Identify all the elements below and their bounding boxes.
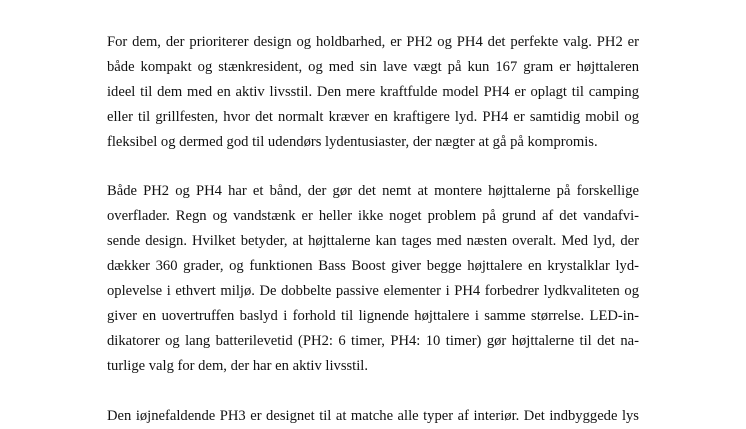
paragraph-line: turlige valg for dem, der har en aktiv livsstil. xyxy=(107,358,368,374)
paragraph-line: dikatorer og lang batterilevetid (PH2: 6 timer, PH4: 10 timer) gør højttalerne til det na- xyxy=(107,333,639,349)
paragraph-line: For dem, der prioriterer design og holdbarhed, er PH2 og PH4 det perfekte valg. PH2 er xyxy=(107,34,639,50)
paragraph-line: sende design. Hvilket betyder, at højttalerne kan tages med næsten overalt. Med lyd, der xyxy=(107,233,639,249)
paragraph-line: dækker 360 grader, og funktionen Bass Boost giver begge højttalere en krystalklar lyd- xyxy=(107,258,639,274)
paragraph-line: overflader. Regn og vandstænk er heller ikke noget problem på grund af det vandafvi- xyxy=(107,208,639,224)
paragraph-line: giver en uovertruffen baslyd i forhold til lignende højttalere i samme størrelse. LED-in- xyxy=(107,308,639,324)
paragraph-line: Både PH2 og PH4 har et bånd, der gør det nemt at montere højttalerne på forskellige xyxy=(107,183,639,199)
paragraph-line: oplevelse i ethvert miljø. De dobbelte passive elementer i PH4 forbedrer lydkvaliteten og xyxy=(107,283,639,299)
paragraph-line: Den iøjnefaldende PH3 er designet til at matche alle typer af interiør. Det indbyggede lys xyxy=(107,408,639,424)
paragraph-line: eller til grillfesten, hvor det normalt kræver en kraftigere lyd. PH4 er samtidig mobil og xyxy=(107,109,639,125)
paragraph-line: ideel til dem med en aktiv livsstil. Den mere kraftfulde model PH4 er oplagt til camping xyxy=(107,84,639,100)
paragraph-line: både kompakt og stænkresident, og med sin lave vægt på kun 167 gram er højttaleren xyxy=(107,59,639,75)
paragraph-line: fleksibel og dermed god til udendørs lydentusiaster, der nægter at gå på kompromis. xyxy=(107,134,598,150)
